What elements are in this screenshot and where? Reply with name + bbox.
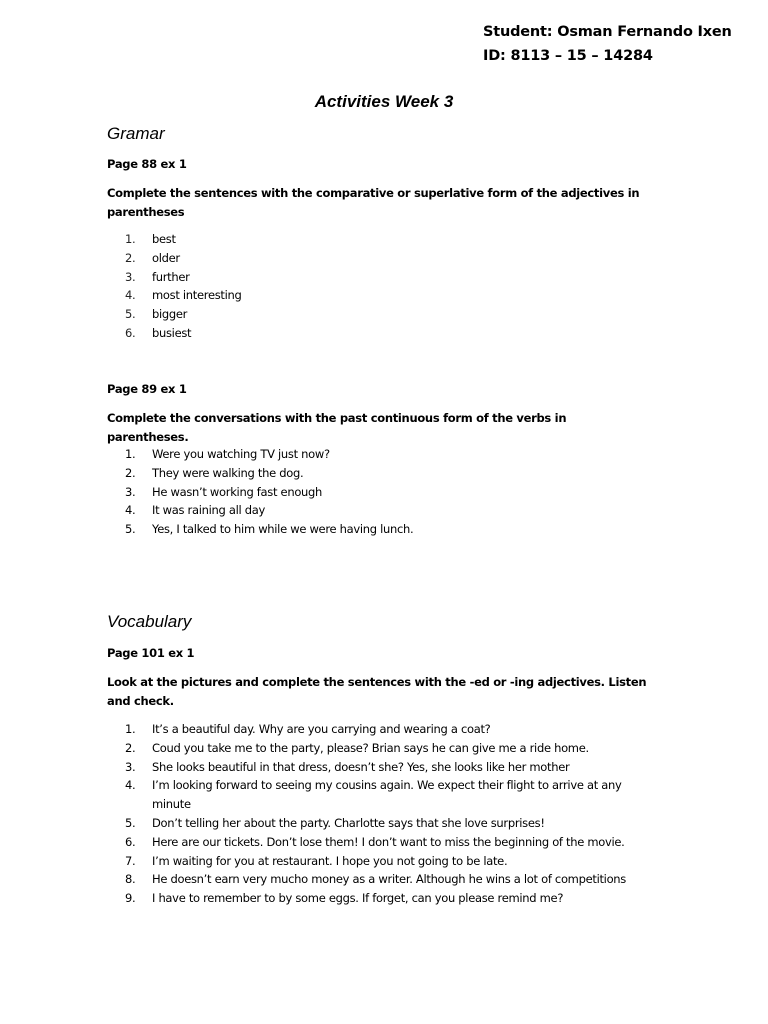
item-number: 3. (125, 484, 136, 499)
item-text: I’m waiting for you at restaurant. I hope you not going to be late. (152, 853, 508, 868)
section-heading-grammar: Gramar (107, 124, 165, 143)
item-text: Coud you take me to the party, please? Brian says he can give me a ride home. (152, 740, 589, 755)
item-number: 4. (125, 778, 136, 793)
item-number: 3. (125, 269, 136, 284)
item-number: 1. (125, 722, 136, 736)
page-title: Activities Week 3 (314, 92, 454, 111)
item-text: He wasn’t working fast enough (152, 484, 323, 499)
exercise-instruction: Complete the sentences with the comparative or superlative form of the adjectives in parentheses (107, 186, 640, 219)
student-id: ID: 8113 – 15 – 14284 (483, 48, 653, 64)
exercise-instruction: Complete the conversations with the past continuous form of the verbs in parentheses. (107, 411, 567, 444)
section-heading-vocabulary: Vocabulary (107, 612, 192, 631)
item-number: 1. (125, 447, 136, 461)
exercise-page-label: Page 88 ex 1 (107, 157, 187, 171)
item-text: older (152, 250, 180, 265)
item-text: She looks beautiful in that dress, doesn’t she? Yes, she looks like her mother (152, 759, 570, 774)
item-number: 5. (125, 815, 136, 830)
exercise-page-label: Page 89 ex 1 (107, 382, 187, 396)
item-number: 2. (125, 250, 136, 265)
item-number: 3. (125, 759, 136, 774)
item-text: It’s a beautiful day. Why are you carrying and wearing a coat? (152, 722, 491, 736)
student-name: Student: Osman Fernando Ixen (483, 24, 732, 40)
item-text: Here are our tickets. Don’t lose them! I don’t want to miss the beginning of the movie. (152, 834, 625, 849)
item-text: bigger (152, 307, 188, 322)
item-number: 2. (125, 465, 136, 480)
item-number: 5. (125, 307, 136, 322)
item-text: I have to remember to by some eggs. If forget, can you please remind me? (152, 891, 564, 906)
item-number: 5. (125, 522, 136, 537)
item-text: Yes, I talked to him while we were having lunch. (152, 522, 414, 537)
item-number: 8. (125, 872, 136, 887)
item-text: Were you watching TV just now? (152, 447, 330, 461)
item-number: 7. (125, 853, 136, 868)
item-number: 9. (125, 891, 136, 906)
item-number: 4. (125, 503, 136, 518)
item-number: 6. (125, 834, 136, 849)
item-number: 1. (125, 232, 136, 246)
item-text: I’m looking forward to seeing my cousins again. We expect their flight to arrive at any minute (152, 778, 622, 812)
item-text: Don’t telling her about the party. Charlotte says that she love surprises! (152, 815, 545, 830)
item-text: further (152, 269, 190, 284)
item-text: best (152, 232, 176, 246)
item-text: busiest (152, 325, 192, 340)
item-number: 4. (125, 288, 136, 303)
item-text: most interesting (152, 288, 242, 303)
item-number: 2. (125, 740, 136, 755)
item-text: It was raining all day (152, 503, 265, 518)
item-text: He doesn’t earn very mucho money as a writer. Although he wins a lot of competitions (152, 872, 626, 887)
exercise-page-label: Page 101 ex 1 (107, 646, 195, 660)
item-text: They were walking the dog. (152, 465, 304, 480)
item-number: 6. (125, 325, 136, 340)
exercise-instruction: Look at the pictures and complete the sentences with the -ed or -ing adjectives. Listen and check. (107, 675, 647, 708)
